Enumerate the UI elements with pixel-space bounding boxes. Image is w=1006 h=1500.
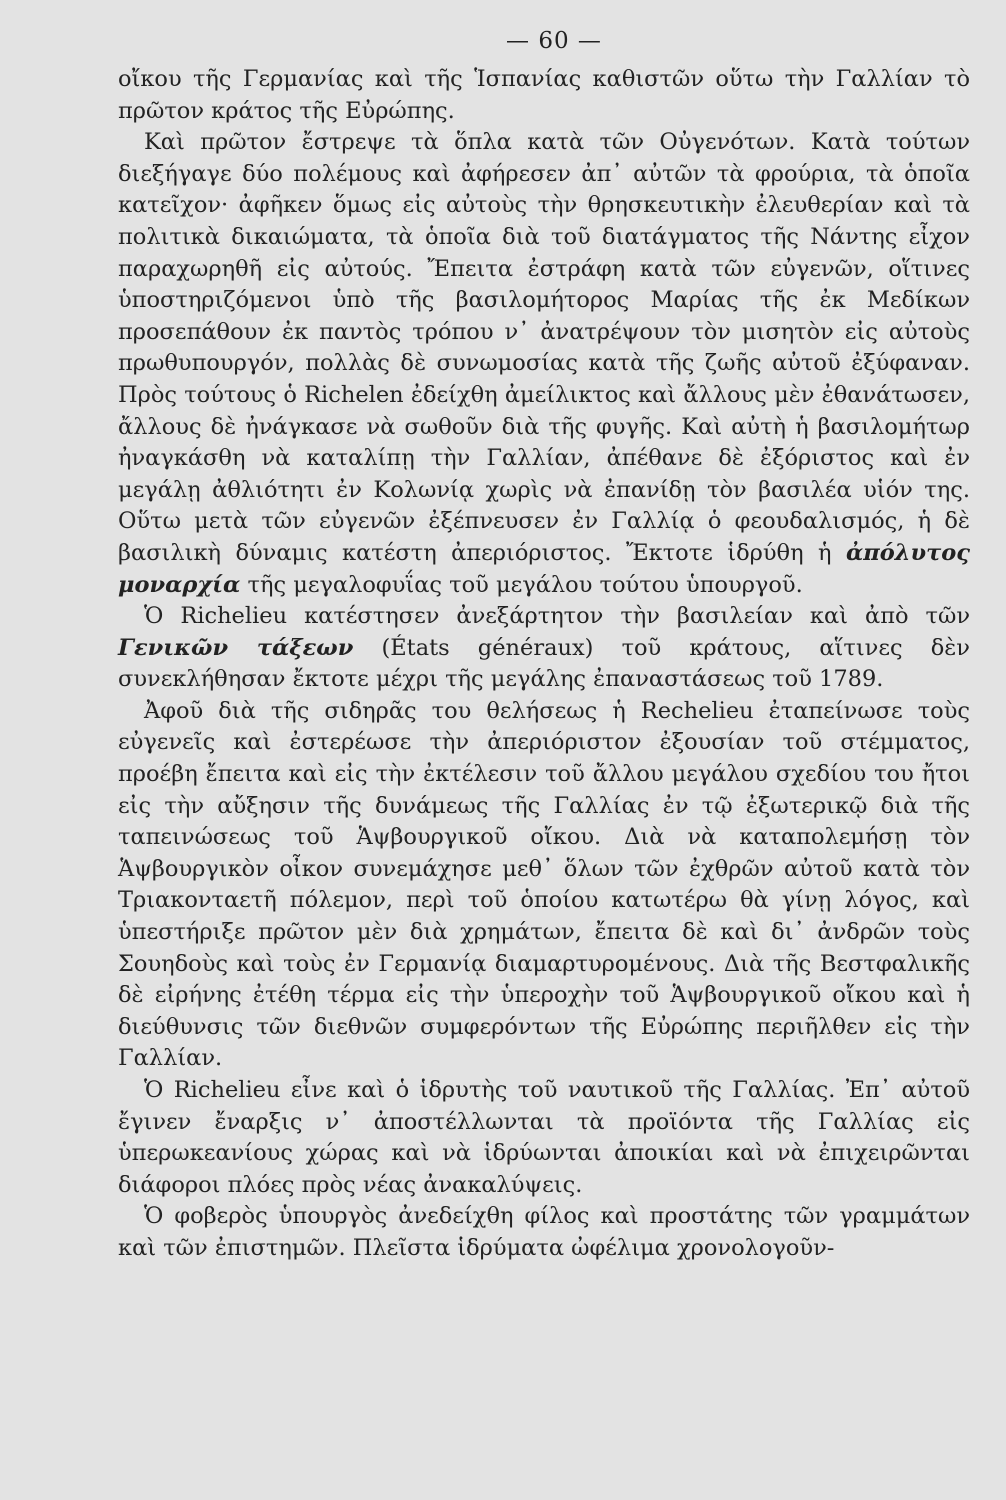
- paragraph-p2: [118, 127, 970, 601]
- text-segment: τῆς μεγαλοφυΐας τοῦ μεγάλου τούτου ὑπουργοῦ.: [240, 571, 803, 598]
- emphasized-term: ἀπόλυτος μοναρχία: [118, 539, 970, 598]
- text-segment: (États généraux) τοῦ κράτους, αἵτινες δὲν συνεκλήθησαν ἔκτοτε μέχρι τῆς μεγάλης ἐπαναστάσεως τοῦ 1789.: [118, 634, 970, 693]
- text-segment: οἴκου τῆς Γερμανίας καὶ τῆς Ἱσπανίας καθιστῶν οὕτω τὴν Γαλλίαν τὸ πρῶτον κράτος τῆς Εὐρώπης.: [118, 66, 970, 124]
- text-segment: Καὶ πρῶτον ἔστρεψε τὰ ὅπλα κατὰ τῶν Οὐγενότων. Κατὰ τούτων διεξήγαγε δύο πολέμους καὶ ἀφήρεσεν ἀπ᾽ αὐτῶν τὰ φρούρια, τὰ ὁποῖα κατεῖχον· ἀφῆκεν ὅμως εἰς αὐτοὺς τὴν θρησκευτικὴν ἐλευθερίαν καὶ τὰ πολιτικὰ δικαιώματα, τὰ ὁποῖα διὰ τοῦ διατάγματος τῆς Νάντης εἶχον παραχωρηθῆ εἰς αὐτούς. Ἔπειτα ἐστράφη κατὰ τῶν εὐγενῶν, οἵτινες ὑποστηριζόμενοι ὑπὸ τῆς βασιλομήτορος Μαρίας τῆς ἐκ Μεδίκων προσεπάθουν ἐκ παντὸς τρόπου ν᾽ ἀνατρέψουν τὸν μισητὸν εἰς αὐτοὺς πρωθυπουργόν, πολλὰς δὲ συνωμοσίας κατὰ τῆς ζωῆς αὐτοῦ ἐξύφαναν. Πρὸς τούτους ὁ Richelen ἐδείχθη ἀμείλικτος καὶ ἄλλους μὲν ἐθανάτωσεν, ἄλλους δὲ ἠνάγκασε νὰ σωθοῦν διὰ τῆς φυγῆς. Καὶ αὐτὴ ἡ βασιλομήτωρ ἠναγκάσθη νὰ καταλίπῃ τὴν Γαλλίαν, ἀπέθανε δὲ ἐξόριστος καὶ ἐν μεγάλῃ ἀθλιότητι ἐν Κολωνίᾳ χωρὶς νὰ ἐπανίδῃ τὸν βασιλέα υἱόν της. Οὕτω μετὰ τῶν εὐγενῶν ἐξέπνευσεν ἐν Γαλλίᾳ ὁ φεουδαλισμός, ἡ δὲ βασιλικὴ δύναμις κατέστη ἀπεριόριστος. Ἔκτοτε ἱδρύθη ἡ: [118, 129, 970, 566]
- paragraph-p3: [118, 601, 970, 696]
- text-segment: Ἀφοῦ διὰ τῆς σιδηρᾶς του θελήσεως ἡ Rechelieu ἐταπείνωσε τοὺς εὐγενεῖς καὶ ἐστερέωσε τὴν ἀπεριόριστον ἐξουσίαν τοῦ στέμματος, προέβη ἔπειτα καὶ εἰς τὴν ἐκτέλεσιν τοῦ ἄλλου μεγάλου σχεδίου του ἤτοι εἰς τὴν αὔξησιν τῆς δυνάμεως τῆς Γαλλίας ἐν τῷ ἐξωτερικῷ διὰ τῆς ταπεινώσεως τοῦ Ἁψβουργικοῦ οἴκου. Διὰ νὰ καταπολεμήσῃ τὸν Ἁψβουργικὸν οἶκον συνεμάχησε μεθ᾽ ὅλων τῶν ἐχθρῶν αὐτοῦ κατὰ τὸν Τριακονταετῆ πόλεμον, περὶ τοῦ ὁποίου κατωτέρω θὰ γίνῃ λόγος, καὶ ὑπεστήριξε πρῶτον μὲν διὰ χρημάτων, ἔπειτα δὲ καὶ δι᾽ ἀνδρῶν τοὺς Σουηδοὺς καὶ τοὺς ἐν Γερμανίᾳ διαμαρτυρομένους. Διὰ τῆς Βεστφαλικῆς δὲ εἰρήνης ἐτέθη τέρμα εἰς τὴν ὑπεροχὴν τοῦ Ἁψβουργικοῦ οἴκου καὶ ἡ διεύθυνσις τῶν διεθνῶν συμφερόντων τῆς Εὐρώπης περιῆλθεν εἰς τὴν Γαλλίαν.: [118, 697, 970, 1072]
- paragraph-p6: [118, 1201, 970, 1264]
- paragraph-p1: [118, 64, 970, 127]
- body-text: [118, 64, 970, 1265]
- text-segment: Ὁ Richelieu εἶνε καὶ ὁ ἱδρυτὴς τοῦ ναυτικοῦ τῆς Γαλλίας. Ἐπ᾽ αὐτοῦ ἔγινεν ἔναρξις ν᾽ ἀποστέλλωνται τὰ προϊόντα τῆς Γαλλίας εἰς ὑπερωκεανίους χώρας καὶ νὰ ἱδρύωνται ἀποικίαι καὶ νὰ ἐπιχειρῶνται διάφοροι πλόες πρὸς νέας ἀνακαλύψεις.: [118, 1077, 970, 1198]
- paragraph-p5: [118, 1075, 970, 1201]
- text-segment: Ὁ φοβερὸς ὑπουργὸς ἀνεδείχθη φίλος καὶ προστάτης τῶν γραμμάτων καὶ τῶν ἐπιστημῶν. Πλεῖστα ἱδρύματα ὠφέλιμα χρονολογοῦν-: [118, 1203, 970, 1261]
- paragraph-p4: [118, 696, 970, 1075]
- page-number: — 60 —: [506, 28, 602, 54]
- text-segment: Ὁ Richelieu κατέστησεν ἀνεξάρτητον τὴν βασιλείαν καὶ ἀπὸ τῶν: [144, 603, 970, 630]
- emphasized-term: Γενικῶν τάξεων: [118, 634, 354, 661]
